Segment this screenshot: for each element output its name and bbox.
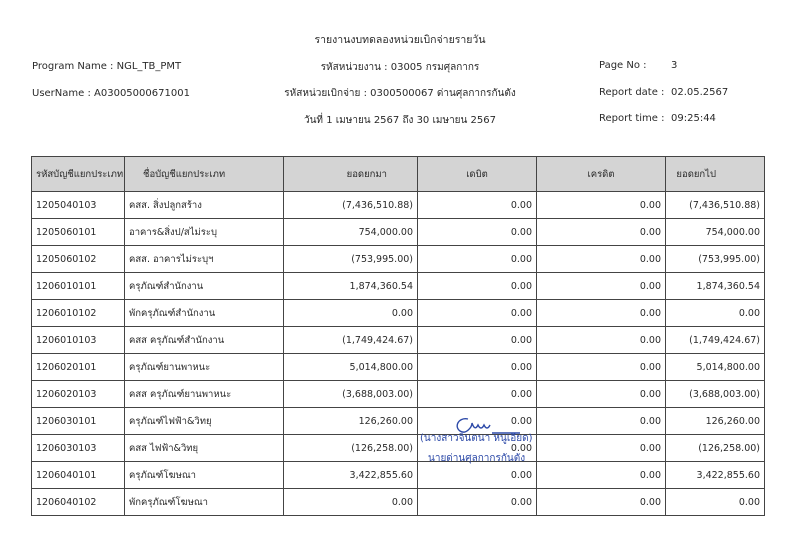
cell-opening-balance: 0.00 [284,300,418,327]
col-header-opening-balance: ยอดยกมา [284,157,418,192]
table-row [32,489,765,516]
cell-closing-balance: 0.00 [666,300,765,327]
cell-debit: 0.00 [418,489,537,516]
col-header-debit: เดบิต [418,157,537,192]
disbursing-unit: รหัสหน่วยเบิกจ่าย : 0300500067 ด่านศุลกากรกันตัง [284,88,516,99]
table-row [32,381,765,408]
cell-closing-balance: 126,260.00 [666,408,765,435]
cell-credit: 0.00 [537,435,666,462]
cell-account-name: คสส. สิ่งปลูกสร้าง [125,192,284,219]
cell-opening-balance: 754,000.00 [284,219,418,246]
stamp-name: (นางสาวจินตนา หนูเอียด) [420,433,533,444]
cell-opening-balance: (7,436,510.88) [284,192,418,219]
cell-credit: 0.00 [537,462,666,489]
cell-account-name: ครุภัณฑ์โฆษณา [125,462,284,489]
cell-account-name: ครุภัณฑ์ไฟฟ้า&วิทยุ [125,408,284,435]
cell-closing-balance: 0.00 [666,489,765,516]
report-time-value: 09:25:44 [671,113,716,124]
table-row [32,354,765,381]
cell-credit: 0.00 [537,219,666,246]
cell-debit: 0.00 [418,273,537,300]
table-row [32,462,765,489]
cell-debit: 0.00 [418,435,537,462]
cell-account-code: 1206030103 [32,435,125,462]
table-row [32,435,765,462]
table-row [32,327,765,354]
unit-code: รหัสหน่วยงาน : 03005 กรมศุลกากร [320,62,480,73]
table-row [32,273,765,300]
report-date-label: Report date : [599,87,665,98]
cell-closing-balance: (126,258.00) [666,435,765,462]
cell-account-code: 1206020103 [32,381,125,408]
cell-closing-balance: 3,422,855.60 [666,462,765,489]
cell-opening-balance: 0.00 [284,489,418,516]
cell-closing-balance: 754,000.00 [666,219,765,246]
page-no-label: Page No : [599,60,647,71]
cell-closing-balance: 5,014,800.00 [666,354,765,381]
cell-account-code: 1205060102 [32,246,125,273]
report-period: วันที่ 1 เมษายน 2567 ถึง 30 เมษายน 2567 [303,115,497,126]
cell-debit: 0.00 [418,219,537,246]
table-row [32,408,765,435]
cell-opening-balance: 126,260.00 [284,408,418,435]
table-row [32,219,765,246]
cell-credit: 0.00 [537,300,666,327]
cell-account-name: คสส. อาคารไม่ระบุฯ [125,246,284,273]
trial-balance-table [31,156,765,516]
page-no-value: 3 [671,60,678,71]
cell-credit: 0.00 [537,246,666,273]
cell-account-name: คสส ไฟฟ้า&วิทยุ [125,435,284,462]
col-header-account-code: รหัสบัญชีแยกประเภท [32,157,125,192]
cell-account-name: พักครุภัณฑ์โฆษณา [125,489,284,516]
col-header-account-name: ชื่อบัญชีแยกประเภท [125,157,284,192]
cell-account-code: 1206010102 [32,300,125,327]
cell-account-name: ครุภัณฑ์สำนักงาน [125,273,284,300]
cell-debit: 0.00 [418,462,537,489]
cell-closing-balance: (7,436,510.88) [666,192,765,219]
cell-credit: 0.00 [537,354,666,381]
cell-account-code: 1206030101 [32,408,125,435]
cell-credit: 0.00 [537,273,666,300]
stamp-position: นายด่านศุลกากรกันตัง [428,453,526,464]
cell-debit: 0.00 [418,246,537,273]
table-row [32,246,765,273]
cell-closing-balance: (1,749,424.67) [666,327,765,354]
cell-debit: 0.00 [418,300,537,327]
report-time-label: Report time : [599,113,665,124]
cell-account-name: ครุภัณฑ์ยานพาหนะ [125,354,284,381]
cell-account-code: 1206010101 [32,273,125,300]
cell-credit: 0.00 [537,192,666,219]
cell-account-code: 1206040102 [32,489,125,516]
username: UserName : A03005000671001 [32,88,190,99]
cell-opening-balance: (126,258.00) [284,435,418,462]
cell-closing-balance: (3,688,003.00) [666,381,765,408]
col-header-closing-balance: ยอดยกไป [666,157,765,192]
table-header-row [32,157,765,192]
cell-account-code: 1206040101 [32,462,125,489]
report-date-value: 02.05.2567 [671,87,729,98]
cell-credit: 0.00 [537,408,666,435]
cell-opening-balance: (3,688,003.00) [284,381,418,408]
cell-opening-balance: 3,422,855.60 [284,462,418,489]
cell-debit: 0.00 [418,192,537,219]
cell-account-code: 1205060101 [32,219,125,246]
cell-debit: 0.00 [418,327,537,354]
cell-account-code: 1206020101 [32,354,125,381]
cell-account-name: คสส ครุภัณฑ์สำนักงาน [125,327,284,354]
program-name: Program Name : NGL_TB_PMT [32,61,182,72]
report-title: รายงานงบทดลองหน่วยเบิกจ่ายรายวัน [314,34,486,46]
cell-opening-balance: 5,014,800.00 [284,354,418,381]
table-row [32,192,765,219]
cell-credit: 0.00 [537,489,666,516]
cell-closing-balance: (753,995.00) [666,246,765,273]
cell-opening-balance: 1,874,360.54 [284,273,418,300]
cell-account-name: พักครุภัณฑ์สำนักงาน [125,300,284,327]
cell-opening-balance: (1,749,424.67) [284,327,418,354]
cell-debit: 0.00 [418,354,537,381]
cell-debit: 0.00 [418,381,537,408]
cell-account-name: อาคาร&สิ่งป/สไม่ระบุ [125,219,284,246]
cell-account-code: 1206010103 [32,327,125,354]
cell-credit: 0.00 [537,381,666,408]
cell-opening-balance: (753,995.00) [284,246,418,273]
table-row [32,300,765,327]
cell-account-code: 1205040103 [32,192,125,219]
cell-debit: 0.00 [418,408,537,435]
cell-account-name: คสส ครุภัณฑ์ยานพาหนะ [125,381,284,408]
col-header-credit: เครดิต [537,157,666,192]
cell-credit: 0.00 [537,327,666,354]
cell-closing-balance: 1,874,360.54 [666,273,765,300]
